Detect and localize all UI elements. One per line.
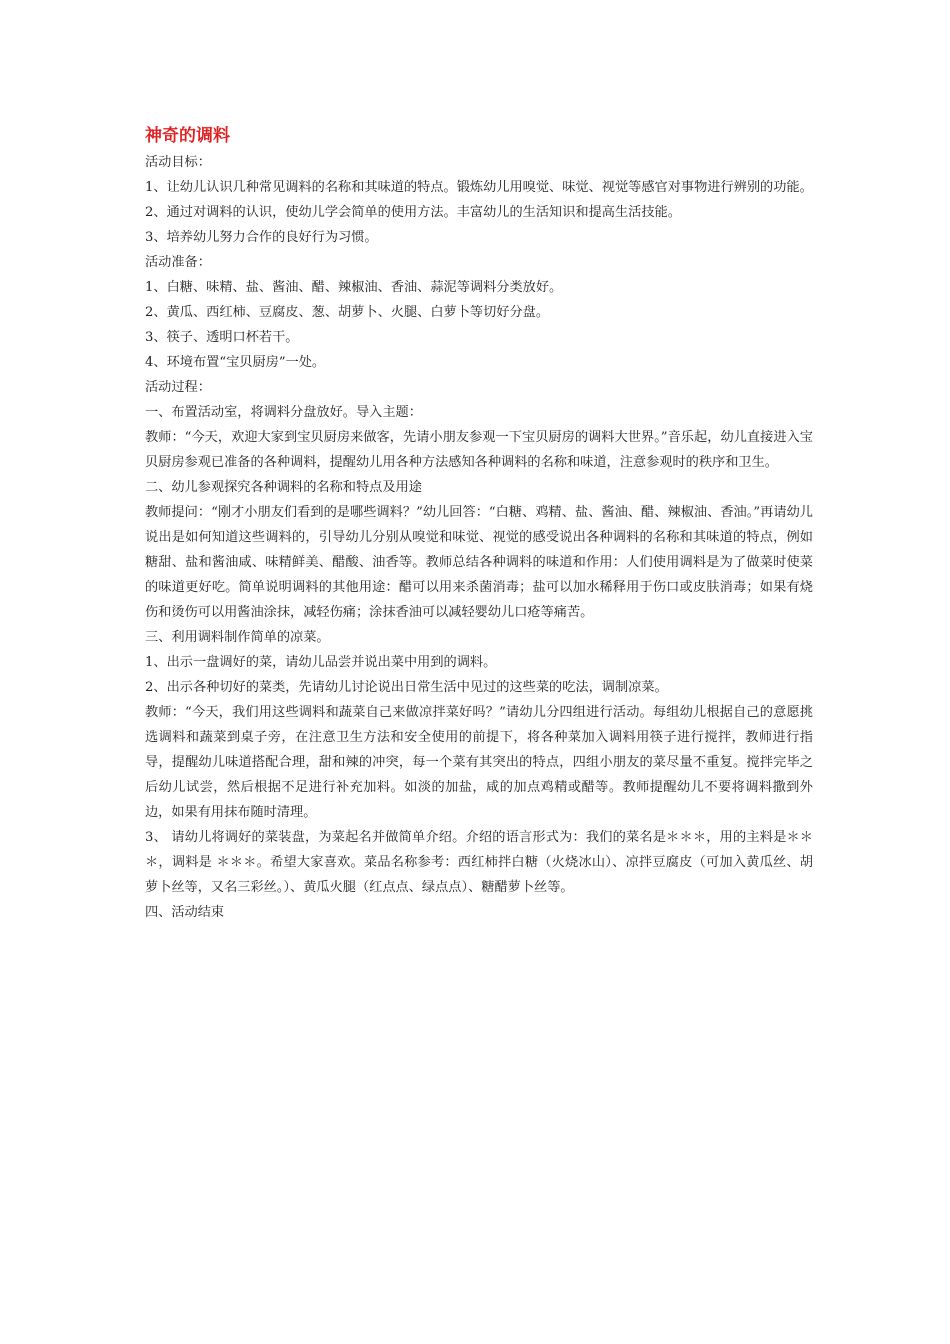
process-step-2: 二、幼儿参观探究各种调料的名称和特点及用途: [145, 480, 422, 495]
preparation-item-1: 1、白糖、味精、盐、酱油、醋、辣椒油、香油、蒜泥等调料分类放好。: [145, 280, 563, 295]
process-step-4: 四、活动结束: [145, 905, 225, 920]
goal-item-1: 1、让幼儿认识几种常见调料的名称和其味道的特点。锻炼幼儿用嗅觉、味觉、视觉等感官对事物进行辨别的功能。: [145, 180, 813, 195]
goal-item-2: 2、通过对调料的认识，使幼儿学会简单的使用方法。丰富幼儿的生活知识和提高生活技能。: [145, 205, 681, 220]
section-heading-goals: 活动目标：: [145, 155, 211, 170]
process-step-2-detail: 教师提问：“刚才小朋友们看到的是哪些调料？”幼儿回答：“白糖、鸡精、盐、酱油、醋、辣椒油、香油。”再请幼儿说出是如何知道这些调料的，引导幼儿分别从嗅觉和味觉、视觉的感受说出各种调料的名称和其味道的特点，例如糖甜、盐和酱油咸、味精鲜美、醋酸、油香等。教师总结各种调料的味道和作用：人们使用调料是为了做菜时使菜的味道更好吃。简单说明调料的其他用途：醋可以用来杀菌消毒；盐可以加水稀释用于伤口或皮肤消毒；如果有烧伤和烫伤可以用酱油涂抹，减轻伤痛；涂抹香油可以减轻婴幼儿口疮等痛苦。: [145, 505, 813, 620]
process-step-3-item-1: 1、出示一盘调好的菜，请幼儿品尝并说出菜中用到的调料。: [145, 655, 497, 670]
preparation-item-3: 3、筷子、透明口杯若干。: [145, 330, 299, 345]
preparation-item-4: 4、环境布置“宝贝厨房”一处。: [145, 355, 326, 370]
document-title: 神奇的调料: [145, 126, 230, 146]
process-step-3-detail: 教师：“今天，我们用这些调料和蔬菜自己来做凉拌菜好吗？”请幼儿分四组进行活动。每组幼儿根据自己的意愿挑选调料和蔬菜到桌子旁，在注意卫生方法和安全使用的前提下，将各种菜加入调料用筷子进行搅拌，教师进行指导，提醒幼儿味道搭配合理，甜和辣的冲突，每一个菜有其突出的特点，四组小朋友的菜尽量不重复。搅拌完毕之后幼儿试尝，然后根据不足进行补充加料。如淡的加盐，咸的加点鸡精或醋等。教师提醒幼儿不要将调料撒到外边，如果有用抹布随时清理。: [145, 705, 813, 820]
process-step-1: 一、布置活动室，将调料分盘放好。导入主题：: [145, 405, 422, 420]
preparation-item-2: 2、黄瓜、西红柿、豆腐皮、葱、胡萝卜、火腿、白萝卜等切好分盘。: [145, 305, 550, 320]
goal-item-3: 3、培养幼儿努力合作的良好行为习惯。: [145, 230, 378, 245]
process-step-3-item-3: 3、 请幼儿将调好的菜装盘，为菜起名并做简单介绍。介绍的语言形式为：我们的菜名是＊＊＊，用的主料是＊＊＊，调料是 ＊＊＊。希望大家喜欢。菜品名称参考：西红柿拌白糖（火烧冰山）、凉拌豆腐皮（可加入黄瓜丝、胡萝卜丝等，又名三彩丝。）、黄瓜火腿（红点点、绿点点）、糖醋萝卜丝等。: [145, 830, 813, 895]
document-body: [145, 122, 813, 925]
process-step-3-item-2: 2、出示各种切好的菜类，先请幼儿讨论说出日常生活中见过的这些菜的吃法，调制凉菜。: [145, 680, 668, 695]
section-heading-preparation: 活动准备：: [145, 255, 211, 270]
process-step-3: 三、利用调料制作简单的凉菜。: [145, 630, 330, 645]
section-heading-process: 活动过程：: [145, 380, 211, 395]
process-step-1-detail: 教师：“今天，欢迎大家到宝贝厨房来做客，先请小朋友参观一下宝贝厨房的调料大世界。”音乐起，幼儿直接进入宝贝厨房参观已准备的各种调料，提醒幼儿用各种方法感知各种调料的名称和味道，注意参观时的秩序和卫生。: [145, 430, 813, 470]
